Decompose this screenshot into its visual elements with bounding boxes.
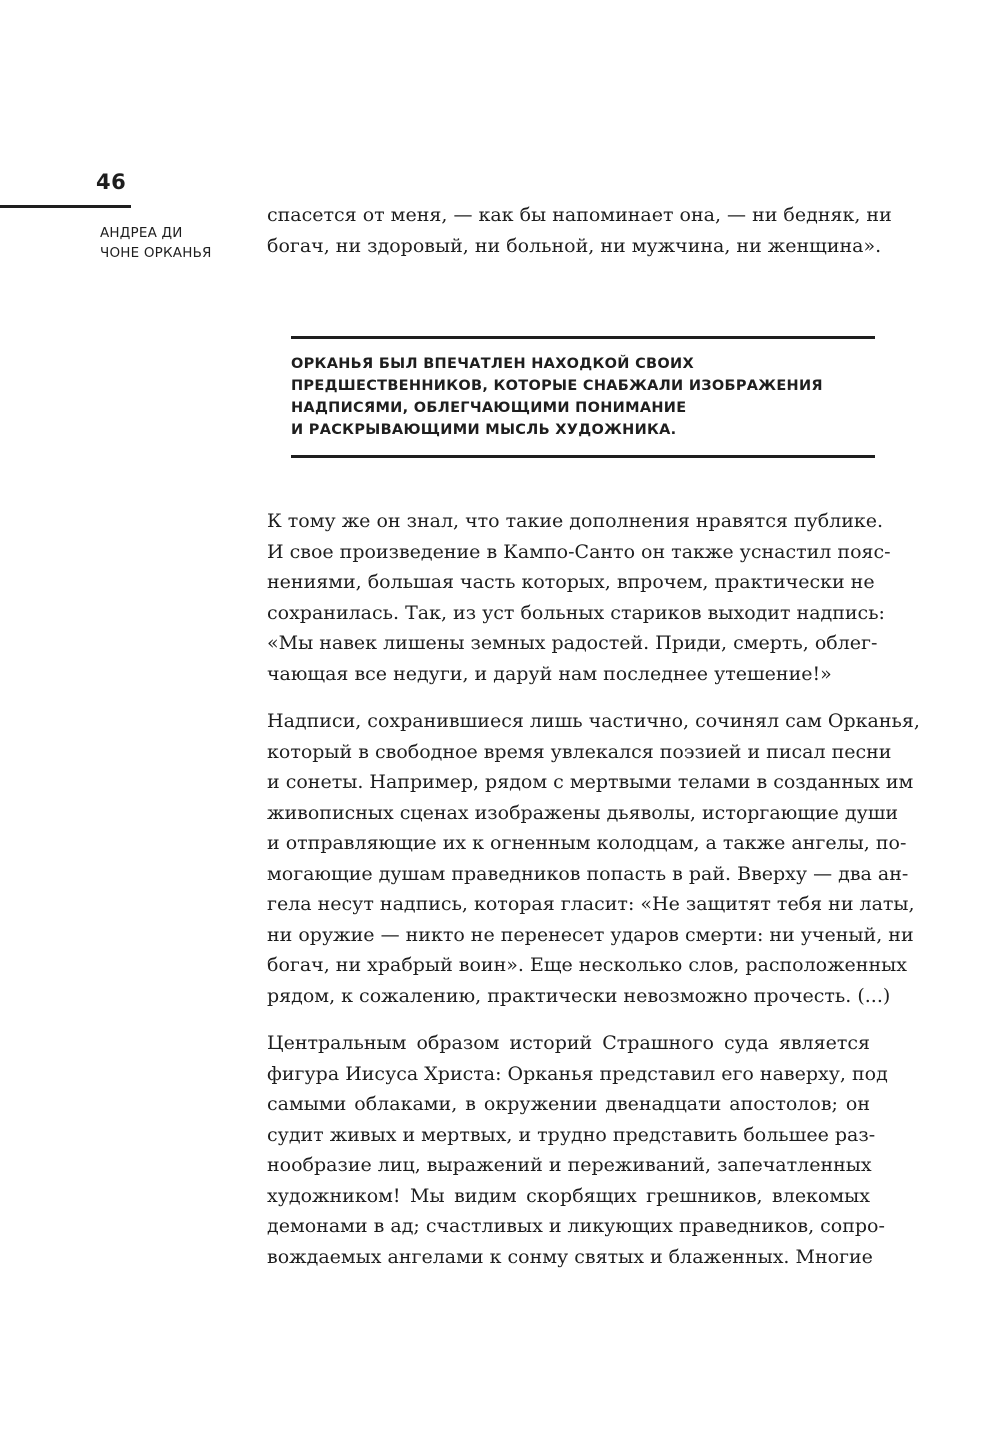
running-head [100,223,212,263]
text-line: и сонеты. Например, рядом с мертвыми телами в созданных им [267,771,914,793]
running-head-line: ЧОНЕ ОРКАНЬЯ [100,245,212,261]
text-line: вождаемых ангелами к сонму святых и блаженных. Многие [267,1245,873,1268]
text-line: фигура Иисуса Христа: Орканья представил его наверху, под [267,1062,888,1085]
text-line: богач, ни храбрый воин». Еще несколько слов, расположенных [267,954,907,976]
text-line: ни оружие — никто не перенесет ударов смерти: ни ученый, ни [267,923,914,946]
pull-quote-line: ПРЕДШЕСТВЕННИКОВ, КОТОРЫЕ СНАБЖАЛИ ИЗОБРАЖЕНИЯ [291,378,823,394]
text-line: рядом, к сожалению, практически невозможно прочесть. (...) [267,984,891,1007]
pull-quote-text [291,339,875,455]
text-line: спасется от меня, — как бы напоминает она, — ни бедняк, ни [267,204,892,226]
text-line: И свое произведение в Кампо-Санто он также уснастил пояс- [267,540,891,563]
page-number: 46 [96,170,127,194]
pull-quote-line: ОРКАНЬЯ БЫЛ ВПЕЧАТЛЕН НАХОДКОЙ СВОИХ [291,356,694,372]
text-line: К тому же он знал, что такие дополнения нравятся публике. [267,510,884,532]
text-line: демонами в ад; счастливых и ликующих праведников, сопро- [267,1215,885,1237]
text-line: самыми облаками, в окружении двенадцати апостолов; он [267,1093,870,1115]
paragraph [267,506,891,689]
pull-quote-line: НАДПИСЯМИ, ОБЛЕГЧАЮЩИМИ ПОНИМАНИЕ [291,400,687,416]
pull-quote [291,336,875,458]
text-line: и отправляющие их к огненным колодцам, а также ангелы, по- [267,832,907,854]
text-line: нениями, большая часть которых, впрочем, практически не [267,571,875,593]
running-head-line: АНДРЕА ДИ [100,225,183,241]
text-line: богач, ни здоровый, ни больной, ни мужчина, ни женщина». [267,234,882,257]
text-line: сохранилась. Так, из уст больных стариков выходит надпись: [267,601,885,624]
text-line: живописных сценах изображены дьяволы, исторгающие души [267,801,899,824]
text-line: художником! Мы видим скорбящих грешников, влекомых [267,1184,870,1207]
text-line: судит живых и мертвых, и трудно представить большее раз- [267,1123,876,1146]
pull-quote-bottom-rule [291,455,875,458]
text-line: который в свободное время увлекался поэзией и писал песни [267,740,892,763]
text-line: Центральным образом историй Страшного суда является [267,1032,870,1054]
text-line: могающие душам праведников попасть в рай. Вверху — два ан- [267,862,909,885]
paragraph-continuation [267,200,892,261]
paragraph [267,706,920,1011]
paragraph [267,1028,888,1272]
text-line: гела несут надпись, которая гласит: «Не защитят тебя ни латы, [267,893,915,915]
header-rule [0,205,131,208]
text-line: Надписи, сохранившиеся лишь частично, сочинял сам Орканья, [267,710,920,732]
pull-quote-line: И РАСКРЫВАЮЩИМИ МЫСЛЬ ХУДОЖНИКА. [291,422,677,438]
text-line: чающая все недуги, и даруй нам последнее утешение!» [267,662,832,685]
text-line: «Мы навек лишены земных радостей. Приди, смерть, облег- [267,632,878,654]
text-line: нообразие лиц, выражений и переживаний, запечатленных [267,1154,872,1176]
